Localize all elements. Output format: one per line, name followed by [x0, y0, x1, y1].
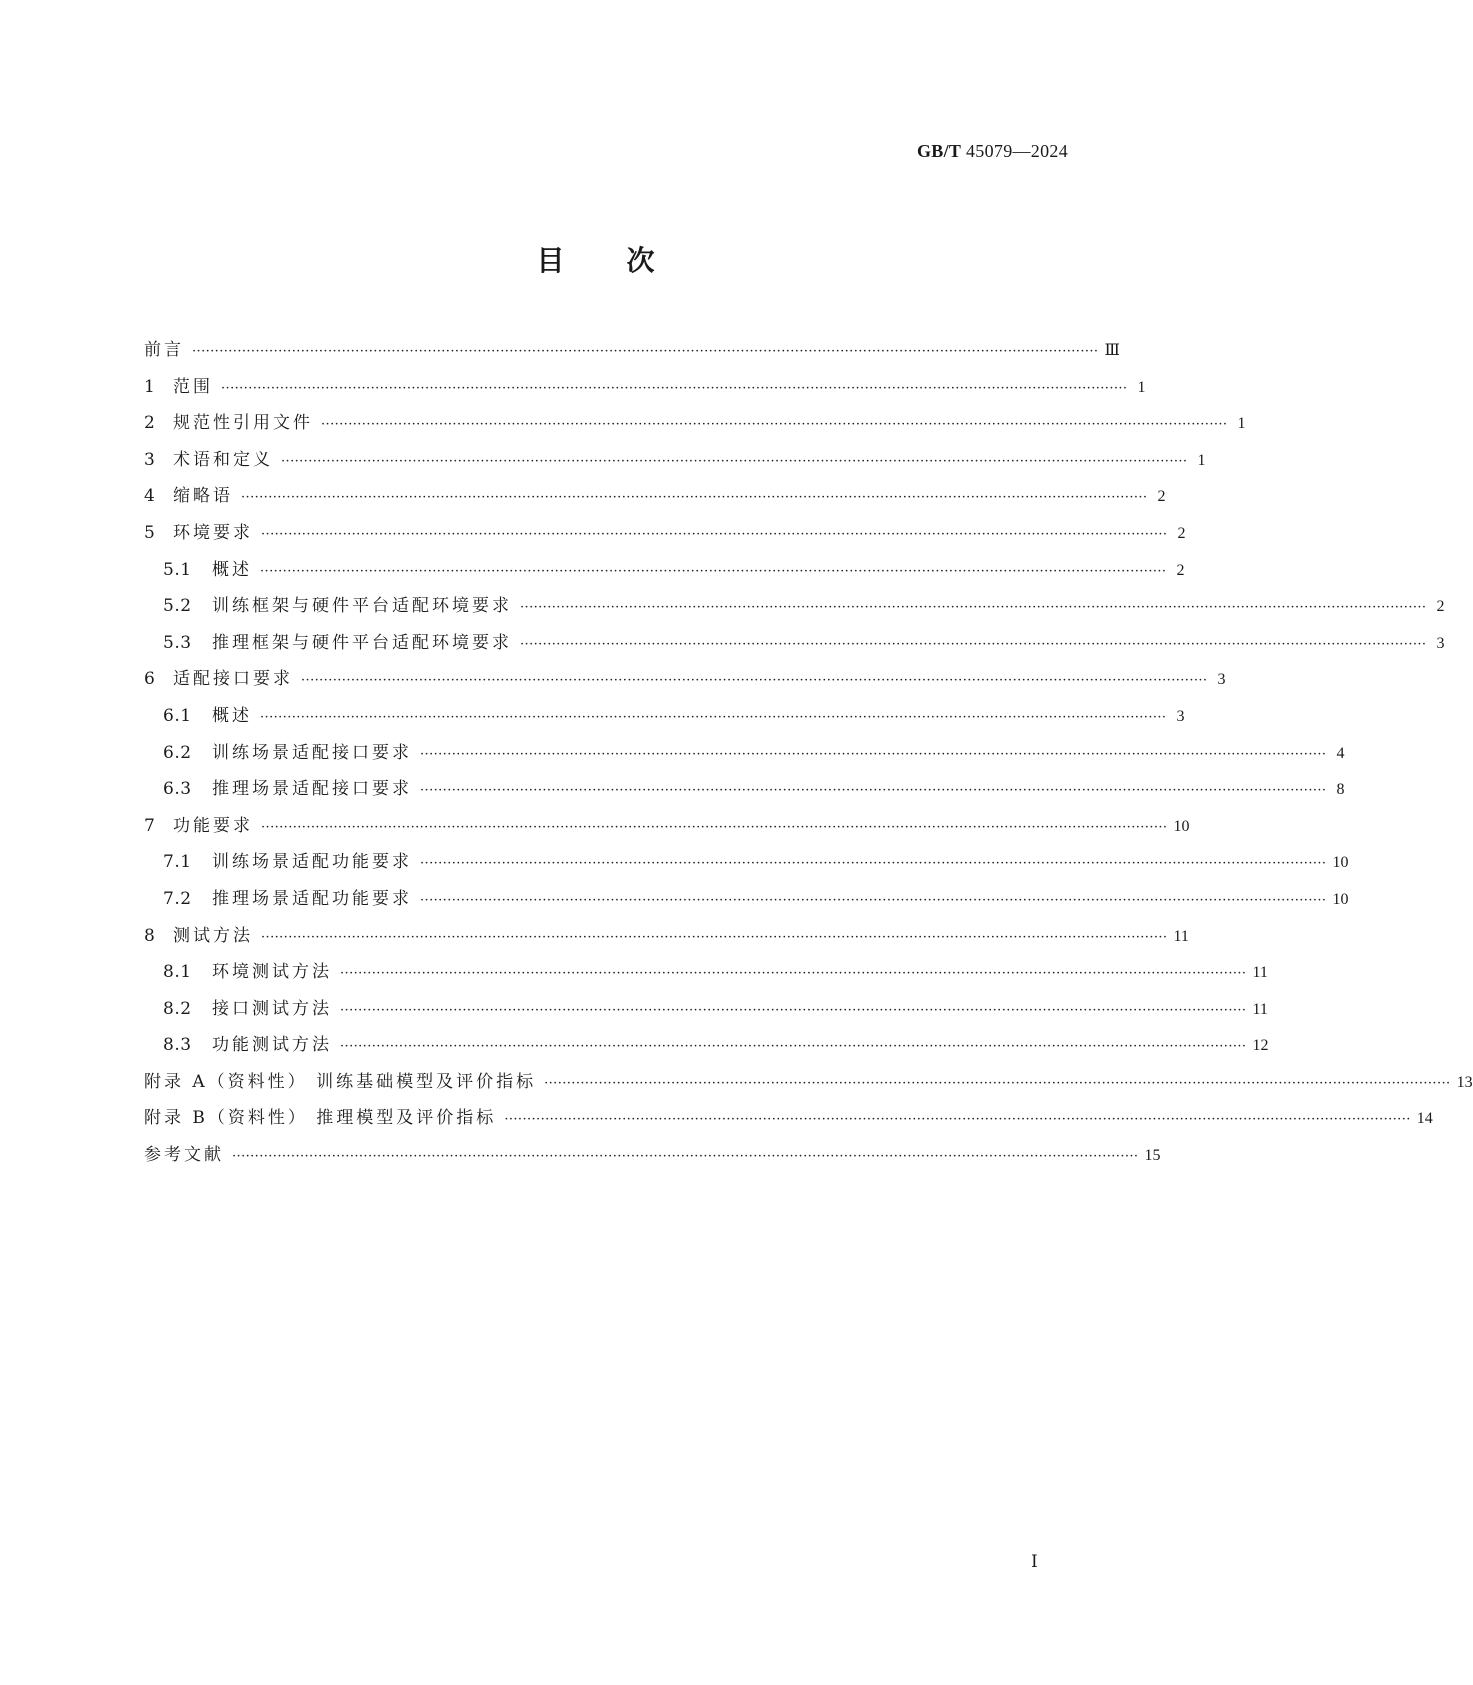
toc-dot-leader: ········································································································································································································	[520, 636, 1427, 652]
toc-entry-label: 推理场景适配功能要求	[212, 888, 412, 909]
toc-entry-page: 10	[1332, 854, 1349, 872]
toc-entry-label: 概述	[212, 559, 252, 580]
toc-entry[interactable]	[144, 595, 1445, 632]
toc-dot-leader: ········································································································································································································	[420, 746, 1327, 762]
table-of-contents	[144, 339, 1473, 1181]
toc-entry-label: 训练框架与硬件平台适配环境要求	[212, 596, 512, 617]
toc-entry-number: 8.3	[163, 1035, 192, 1056]
toc-entry[interactable]	[144, 632, 1445, 669]
page-title: 目次	[536, 244, 717, 277]
toc-entry-number: 6.3	[163, 779, 192, 800]
toc-entry[interactable]	[144, 1107, 1433, 1144]
toc-dot-leader: ········································································································································································································	[420, 892, 1327, 908]
toc-entry-label: 缩略语	[173, 486, 233, 507]
toc-dot-leader: ········································································································································································································	[260, 563, 1167, 579]
toc-dot-leader: ········································································································································································································	[340, 966, 1247, 982]
toc-entry[interactable]	[144, 961, 1268, 998]
toc-entry[interactable]	[144, 1144, 1161, 1181]
toc-entry-page: Ⅲ	[1104, 342, 1120, 359]
toc-entry-label: 推理框架与硬件平台适配环境要求	[212, 632, 512, 653]
toc-dot-leader: ········································································································································································································	[420, 783, 1327, 799]
toc-dot-leader: ········································································································································································································	[261, 819, 1168, 835]
toc-entry-page: 3	[1436, 634, 1445, 652]
toc-entry-page: 8	[1336, 781, 1345, 799]
toc-entry[interactable]	[144, 522, 1186, 559]
toc-dot-leader: ········································································································································································································	[420, 856, 1327, 872]
toc-entry[interactable]	[144, 412, 1246, 449]
toc-entry-page: 2	[1176, 561, 1185, 579]
toc-entry[interactable]	[144, 339, 1120, 376]
toc-dot-leader: ········································································································································································································	[241, 490, 1148, 506]
toc-entry-page: 2	[1436, 598, 1445, 616]
standard-code-prefix: GB/T	[916, 141, 962, 161]
toc-entry[interactable]	[144, 449, 1206, 486]
toc-entry-number: 2	[144, 413, 156, 434]
toc-entry-page: 11	[1252, 1000, 1268, 1018]
toc-entry[interactable]	[144, 705, 1185, 742]
toc-entry-label: 环境测试方法	[212, 962, 332, 983]
toc-dot-leader: ········································································································································································································	[261, 929, 1168, 945]
toc-dot-leader: ········································································································································································································	[340, 1002, 1247, 1018]
toc-dot-leader: ········································································································································································································	[192, 344, 1099, 359]
toc-dot-leader: ········································································································································································································	[260, 709, 1167, 725]
toc-entry-page: 1	[1237, 415, 1246, 433]
toc-entry-label: 范围	[173, 376, 213, 397]
toc-dot-leader: ········································································································································································································	[520, 600, 1427, 616]
toc-dot-leader: ········································································································································································································	[301, 673, 1208, 689]
toc-entry-number: 8	[144, 925, 156, 946]
toc-entry[interactable]	[144, 998, 1268, 1035]
toc-entry-number: 4	[144, 486, 156, 507]
toc-entry-number: 7	[144, 815, 156, 836]
toc-entry-label: 接口测试方法	[212, 998, 332, 1019]
toc-entry[interactable]	[144, 485, 1166, 522]
toc-entry[interactable]	[144, 1071, 1473, 1108]
toc-entry[interactable]	[144, 376, 1146, 413]
toc-entry-number: 6.2	[163, 742, 192, 763]
toc-entry[interactable]	[144, 742, 1345, 779]
toc-entry-number: 6.1	[163, 705, 192, 726]
toc-entry[interactable]	[144, 815, 1190, 852]
toc-entry-label: 测试方法	[173, 925, 253, 946]
toc-entry-page: 11	[1173, 927, 1189, 945]
toc-entry-number: 5	[144, 522, 156, 543]
toc-entry-page: 10	[1332, 890, 1349, 908]
toc-entry-page: 2	[1177, 524, 1186, 542]
toc-entry-label: 训练场景适配接口要求	[212, 742, 412, 763]
toc-entry[interactable]	[144, 925, 1189, 962]
toc-entry[interactable]	[144, 778, 1345, 815]
toc-entry-number: 7.1	[163, 852, 192, 873]
toc-entry-page: 2	[1157, 488, 1166, 506]
toc-entry-label: 规范性引用文件	[173, 413, 313, 434]
toc-entry-label: 功能要求	[173, 815, 253, 836]
toc-entry[interactable]	[144, 851, 1349, 888]
toc-entry-page: 3	[1217, 671, 1226, 689]
toc-entry[interactable]	[144, 668, 1226, 705]
toc-dot-leader: ········································································································································································································	[232, 1149, 1139, 1165]
toc-entry-label: 前言	[144, 340, 184, 360]
toc-entry-number: 5.1	[163, 559, 192, 580]
toc-entry-page: 1	[1137, 378, 1146, 396]
toc-entry[interactable]	[144, 559, 1185, 596]
toc-entry-page: 1	[1197, 451, 1206, 469]
toc-dot-leader: ········································································································································································································	[281, 453, 1188, 469]
toc-entry-number: 3	[144, 449, 156, 470]
toc-entry-page: 3	[1176, 707, 1185, 725]
toc-entry-number: 1	[144, 376, 156, 397]
toc-entry[interactable]	[144, 1034, 1269, 1071]
toc-dot-leader: ········································································································································································································	[340, 1039, 1247, 1055]
toc-dot-leader: ········································································································································································································	[504, 1112, 1411, 1128]
toc-entry-label: 参考文献	[144, 1145, 224, 1166]
toc-entry-label: 功能测试方法	[212, 1035, 332, 1056]
standard-code-number: 45079—2024	[966, 141, 1068, 161]
toc-entry-page: 10	[1173, 817, 1190, 835]
toc-entry-page: 12	[1252, 1037, 1269, 1055]
toc-entry-page: 14	[1416, 1110, 1433, 1128]
toc-dot-leader: ········································································································································································································	[261, 526, 1168, 542]
toc-entry-page: 4	[1336, 744, 1345, 762]
toc-entry-label: 附录 B（资料性） 推理模型及评价指标	[144, 1108, 497, 1129]
toc-entry-label: 推理场景适配接口要求	[212, 779, 412, 800]
toc-entry-label: 术语和定义	[173, 449, 273, 470]
toc-entry-number: 6	[144, 669, 156, 690]
toc-entry-label: 训练场景适配功能要求	[212, 852, 412, 873]
toc-entry-number: 8.2	[163, 998, 192, 1019]
standard-code	[917, 141, 1068, 162]
toc-dot-leader: ········································································································································································································	[544, 1075, 1451, 1091]
toc-entry-number: 5.3	[163, 632, 192, 653]
toc-dot-leader: ········································································································································································································	[321, 417, 1228, 433]
toc-entry-page: 15	[1144, 1147, 1161, 1165]
toc-entry-label: 环境要求	[173, 522, 253, 543]
toc-entry-label: 概述	[212, 705, 252, 726]
toc-entry-label: 附录 A（资料性） 训练基础模型及评价指标	[144, 1071, 537, 1092]
toc-entry-number: 7.2	[163, 888, 192, 909]
toc-dot-leader: ········································································································································································································	[221, 380, 1128, 396]
toc-entry[interactable]	[144, 888, 1349, 925]
toc-entry-page: 13	[1456, 1073, 1473, 1091]
toc-entry-label: 适配接口要求	[173, 669, 293, 690]
toc-entry-number: 5.2	[163, 596, 192, 617]
page-number: Ⅰ	[1031, 1552, 1038, 1571]
toc-entry-page: 11	[1252, 964, 1268, 982]
toc-entry-number: 8.1	[163, 962, 192, 983]
